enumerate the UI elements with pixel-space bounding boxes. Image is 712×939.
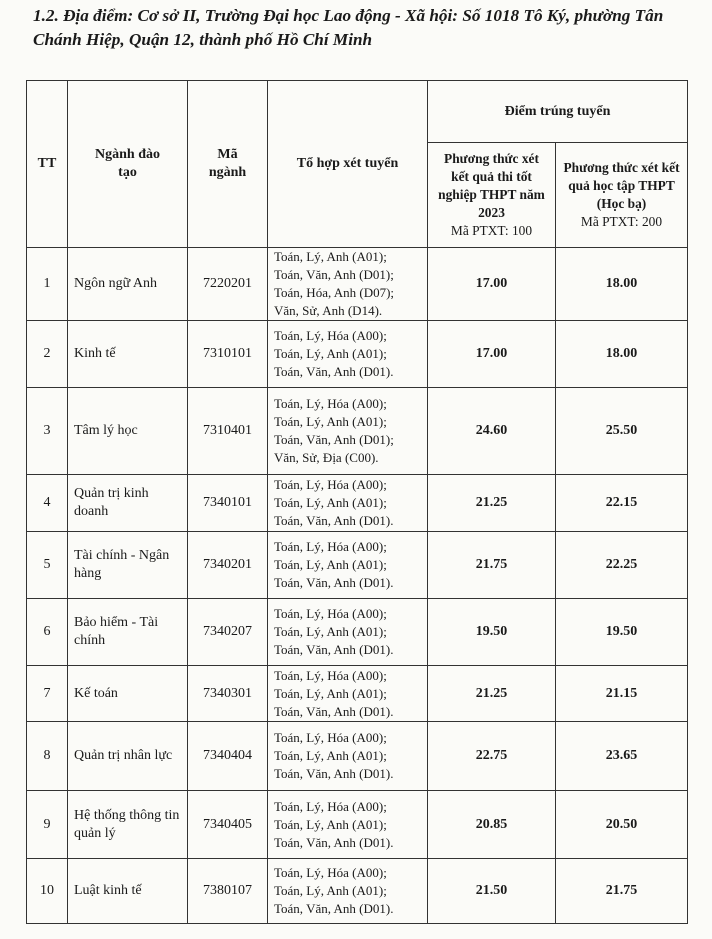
combination-item: Toán, Lý, Anh (A01); xyxy=(274,495,387,510)
row-number: 7 xyxy=(27,666,68,722)
method-hocba-name: Phương thức xét kết quả học tập THPT (Học bạ) xyxy=(563,160,680,211)
combination-item: Toán, Lý, Hóa (A00); xyxy=(274,730,387,745)
header-method-thpt xyxy=(428,143,556,248)
table-row xyxy=(27,248,688,321)
combination-list xyxy=(268,248,428,321)
score-hocba: 22.25 xyxy=(556,532,688,599)
major-code: 7340101 xyxy=(188,475,268,532)
row-number: 5 xyxy=(27,532,68,599)
major-name: Ngôn ngữ Anh xyxy=(68,248,188,321)
row-number: 10 xyxy=(27,859,68,924)
table-row xyxy=(27,859,688,924)
major-name: Luật kinh tế xyxy=(68,859,188,924)
major-code: 7340207 xyxy=(188,599,268,666)
header-tt: TT xyxy=(27,81,68,248)
score-thpt: 19.50 xyxy=(428,599,556,666)
row-number: 8 xyxy=(27,722,68,791)
table-row xyxy=(27,722,688,791)
combination-item: Toán, Lý, Hóa (A00); xyxy=(274,328,387,343)
combination-item: Toán, Lý, Anh (A01); xyxy=(274,624,387,639)
combination-item: Toán, Lý, Hóa (A00); xyxy=(274,477,387,492)
score-hocba: 25.50 xyxy=(556,388,688,475)
table-row xyxy=(27,532,688,599)
score-thpt: 20.85 xyxy=(428,791,556,859)
header-major-code: Mã ngành xyxy=(188,81,268,248)
combination-item: Toán, Lý, Anh (A01); xyxy=(274,557,387,572)
major-name: Bảo hiểm - Tài chính xyxy=(68,599,188,666)
major-name: Hệ thống thông tin quản lý xyxy=(68,791,188,859)
score-thpt: 21.25 xyxy=(428,475,556,532)
score-hocba: 20.50 xyxy=(556,791,688,859)
combination-list xyxy=(268,722,428,791)
score-hocba: 21.75 xyxy=(556,859,688,924)
major-name: Quản trị nhân lực xyxy=(68,722,188,791)
major-code: 7340301 xyxy=(188,666,268,722)
score-thpt: 17.00 xyxy=(428,248,556,321)
combination-item: Văn, Sử, Địa (C00). xyxy=(274,450,379,465)
combination-list xyxy=(268,532,428,599)
combination-item: Toán, Văn, Anh (D01). xyxy=(274,364,394,379)
combination-item: Toán, Lý, Anh (A01); xyxy=(274,414,387,429)
major-code: 7220201 xyxy=(188,248,268,321)
table-row xyxy=(27,321,688,388)
score-hocba: 22.15 xyxy=(556,475,688,532)
combination-item: Toán, Văn, Anh (D01). xyxy=(274,642,394,657)
combination-item: Toán, Văn, Anh (D01); xyxy=(274,432,394,447)
major-name: Kinh tế xyxy=(68,321,188,388)
major-code: 7340201 xyxy=(188,532,268,599)
combination-item: Toán, Văn, Anh (D01). xyxy=(274,834,394,850)
combination-item: Toán, Lý, Anh (A01); xyxy=(274,249,387,264)
method-thpt-code: Mã PTXT: 100 xyxy=(450,223,533,238)
combination-item: Toán, Văn, Anh (D01). xyxy=(274,703,394,719)
row-number: 9 xyxy=(27,791,68,859)
combination-item: Toán, Lý, Hóa (A00); xyxy=(274,667,387,683)
major-code: 7310101 xyxy=(188,321,268,388)
combination-list xyxy=(268,475,428,532)
combination-item: Toán, Lý, Anh (A01); xyxy=(274,685,387,701)
method-hocba-code: Mã PTXT: 200 xyxy=(580,214,663,229)
table-row xyxy=(27,599,688,666)
score-thpt: 24.60 xyxy=(428,388,556,475)
combination-item: Toán, Văn, Anh (D01). xyxy=(274,901,394,916)
combination-item: Toán, Lý, Anh (A01); xyxy=(274,346,387,361)
row-number: 4 xyxy=(27,475,68,532)
combination-list xyxy=(268,791,428,859)
section-heading: 1.2. Địa điểm: Cơ sở II, Trường Đại học Lao động - Xã hội: Số 1018 Tô Ký, phường Tân Chánh Hiệp, Quận 12, thành phố Hồ Chí Minh xyxy=(33,6,664,49)
row-number: 3 xyxy=(27,388,68,475)
combination-item: Toán, Lý, Hóa (A00); xyxy=(274,606,387,621)
combination-item: Toán, Văn, Anh (D01). xyxy=(274,575,394,590)
score-hocba: 18.00 xyxy=(556,321,688,388)
combination-list xyxy=(268,321,428,388)
header-combination: Tổ hợp xét tuyển xyxy=(268,81,428,248)
combination-list xyxy=(268,388,428,475)
score-thpt: 21.75 xyxy=(428,532,556,599)
major-name: Quản trị kinh doanh xyxy=(68,475,188,532)
combination-item: Toán, Văn, Anh (D01). xyxy=(274,513,394,528)
combination-item: Toán, Lý, Hóa (A00); xyxy=(274,865,387,880)
score-hocba: 18.00 xyxy=(556,248,688,321)
combination-list xyxy=(268,666,428,722)
combination-item: Toán, Văn, Anh (D01); xyxy=(274,267,394,282)
row-number: 6 xyxy=(27,599,68,666)
table-row xyxy=(27,388,688,475)
header-score-group: Điểm trúng tuyển xyxy=(428,81,688,143)
table-row xyxy=(27,475,688,532)
combination-list xyxy=(268,859,428,924)
row-number: 2 xyxy=(27,321,68,388)
score-hocba: 21.15 xyxy=(556,666,688,722)
admission-score-table xyxy=(26,80,688,924)
row-number: 1 xyxy=(27,248,68,321)
header-major: Ngành đào tạo xyxy=(68,81,188,248)
score-hocba: 19.50 xyxy=(556,599,688,666)
combination-item: Văn, Sử, Anh (D14). xyxy=(274,303,383,318)
major-name: Tài chính - Ngân hàng xyxy=(68,532,188,599)
combination-item: Toán, Hóa, Anh (D07); xyxy=(274,285,395,300)
combination-item: Toán, Văn, Anh (D01). xyxy=(274,766,394,781)
combination-item: Toán, Lý, Hóa (A00); xyxy=(274,539,387,554)
major-code: 7310401 xyxy=(188,388,268,475)
major-code: 7340405 xyxy=(188,791,268,859)
score-thpt: 21.50 xyxy=(428,859,556,924)
score-thpt: 22.75 xyxy=(428,722,556,791)
table-body xyxy=(27,248,688,924)
method-thpt-name: Phương thức xét kết quả thi tốt nghiệp THPT năm 2023 xyxy=(438,151,545,220)
combination-item: Toán, Lý, Hóa (A00); xyxy=(274,396,387,411)
score-thpt: 21.25 xyxy=(428,666,556,722)
combination-list xyxy=(268,599,428,666)
table-row xyxy=(27,791,688,859)
major-code: 7340404 xyxy=(188,722,268,791)
header-method-hocba xyxy=(556,143,688,248)
major-name: Kế toán xyxy=(68,666,188,722)
combination-item: Toán, Lý, Anh (A01); xyxy=(274,748,387,763)
combination-item: Toán, Lý, Anh (A01); xyxy=(274,883,387,898)
table-row xyxy=(27,666,688,722)
major-code: 7380107 xyxy=(188,859,268,924)
combination-item: Toán, Lý, Anh (A01); xyxy=(274,816,387,832)
score-thpt: 17.00 xyxy=(428,321,556,388)
score-hocba: 23.65 xyxy=(556,722,688,791)
combination-item: Toán, Lý, Hóa (A00); xyxy=(274,798,387,814)
major-name: Tâm lý học xyxy=(68,388,188,475)
